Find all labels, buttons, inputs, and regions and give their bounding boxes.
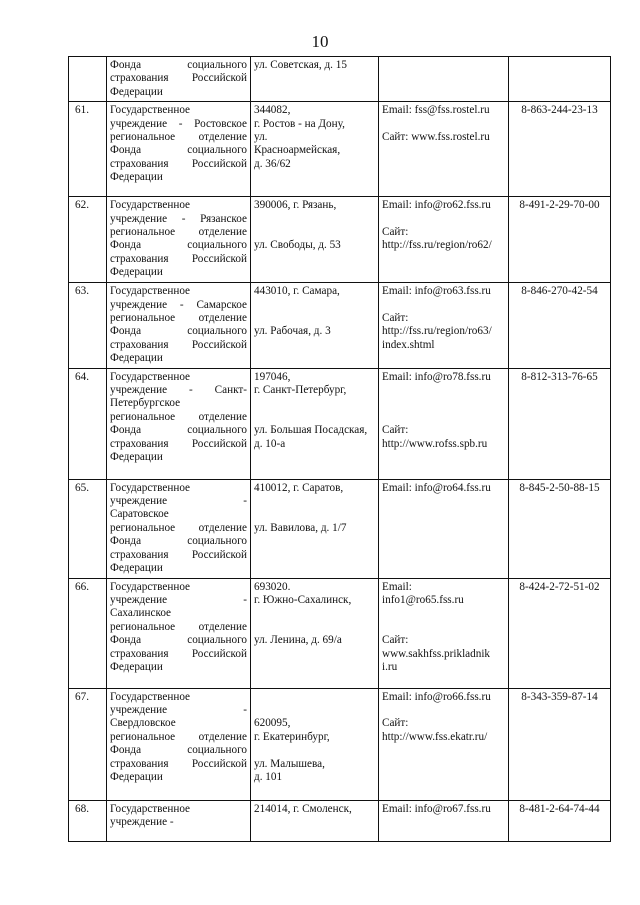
organization-line: Федерации (110, 770, 163, 783)
address-line (254, 495, 375, 508)
organization-line: Фонда социального (110, 144, 247, 157)
address-line: Красноармейская, (254, 144, 341, 157)
row-number: 61. (69, 102, 107, 197)
organization-line: Федерации (110, 171, 163, 184)
organization-line: учреждение - Самарское (110, 298, 247, 311)
phone-cell: 8-481-2-64-74-44 (509, 800, 611, 841)
address-line (254, 704, 375, 717)
contact-cell (379, 688, 509, 800)
address-cell (251, 578, 379, 688)
organization-line: Сахалинское (110, 607, 172, 620)
organization-line: Фонда социального (110, 634, 247, 647)
address-line: 620095, (254, 717, 291, 730)
address-cell (251, 479, 379, 578)
address-line: ул. Свободы, д. 53 (254, 239, 341, 252)
table-row (69, 102, 611, 197)
contact-line: Email: (382, 580, 412, 593)
address-line: 344082, (254, 104, 291, 117)
contact-line: Email: info@ro62.fss.ru (382, 199, 491, 212)
address-line: г. Ростов - на Дону, (254, 117, 345, 130)
organization-line: Фонда социального (110, 325, 247, 338)
organization-line: страхования Российской (110, 157, 247, 170)
organization-cell (107, 197, 251, 283)
organization-line: Петербургское (110, 397, 181, 410)
contact-cell (379, 479, 509, 578)
address-line (254, 299, 375, 312)
organization-cell (107, 479, 251, 578)
table-row (69, 479, 611, 578)
contact-line: http://www.fss.ekatr.ru/ (382, 730, 488, 743)
address-line: 693020. (254, 580, 291, 593)
contact-line: Сайт: (382, 424, 409, 437)
address-line: д. 101 (254, 770, 283, 783)
phone-cell (509, 57, 611, 102)
organization-line: Федерации (110, 266, 163, 279)
contact-line: www.sakhfss.prikladnik (382, 647, 491, 660)
organization-line: страхования Российской (110, 548, 247, 561)
contact-line: Email: info@ro66.fss.ru (382, 690, 491, 703)
row-number: 65. (69, 479, 107, 578)
address-line (254, 213, 375, 226)
address-line: д. 10-а (254, 437, 286, 450)
row-number: 62. (69, 197, 107, 283)
organization-line: региональное отделение (110, 521, 247, 534)
contact-line: http://fss.ru/region/ro62/ (382, 239, 492, 252)
organization-cell (107, 368, 251, 479)
address-line: ул. Вавилова, д. 1/7 (254, 521, 347, 534)
row-number: 63. (69, 283, 107, 368)
organization-cell (107, 102, 251, 197)
table-row (69, 283, 611, 368)
address-line (254, 691, 375, 704)
organization-cell (107, 283, 251, 368)
phone-cell: 8-846-270-42-54 (509, 283, 611, 368)
organization-line: Фонда социального (110, 744, 247, 757)
contact-line (382, 118, 505, 131)
phone-cell: 8-812-313-76-65 (509, 368, 611, 479)
organization-line: Фонда социального (110, 59, 247, 71)
address-cell (251, 102, 379, 197)
contact-cell (379, 578, 509, 688)
contact-line: Сайт: (382, 634, 409, 647)
table-row (69, 57, 611, 102)
organization-line: страхования Российской (110, 757, 247, 770)
row-number: 68. (69, 800, 107, 841)
contact-cell (379, 368, 509, 479)
contact-line (382, 704, 505, 717)
organization-line: Федерации (110, 660, 163, 673)
organization-line: региональное отделение (110, 226, 247, 239)
address-line (254, 226, 375, 239)
organization-line: страхования Российской (110, 252, 247, 265)
organization-line: Государственное (110, 690, 191, 703)
address-line: ул. (254, 131, 268, 144)
organization-cell (107, 578, 251, 688)
contact-cell (379, 197, 509, 283)
contact-line: Email: info@ro64.fss.ru (382, 481, 491, 494)
contact-line: Сайт: (382, 717, 409, 730)
address-cell (251, 283, 379, 368)
address-line (254, 397, 375, 410)
organization-line: Федерации (110, 562, 163, 575)
address-cell (251, 197, 379, 283)
organization-line: учреждение - Рязанское (110, 212, 247, 225)
organization-line: Федерации (110, 451, 163, 464)
organization-line: региональное отделение (110, 620, 247, 633)
organization-line: учреждение - (110, 495, 247, 508)
address-cell (251, 57, 379, 102)
address-line: ул. Советская, д. 15 (254, 59, 347, 71)
address-line: ул. Большая Посадская, (254, 424, 368, 437)
contact-cell (379, 102, 509, 197)
address-line: ул. Ленина, д. 69/а (254, 634, 342, 647)
contact-line (382, 607, 505, 620)
organization-line: региональное отделение (110, 410, 247, 423)
contact-line: i.ru (382, 660, 398, 673)
fss-offices-table (68, 56, 611, 842)
organization-cell (107, 800, 251, 841)
address-line: 390006, г. Рязань, (254, 199, 337, 212)
address-line: г. Екатеринбург, (254, 730, 330, 743)
contact-line (382, 621, 505, 634)
address-line (254, 744, 375, 757)
address-line: 214014, г. Смоленск, (254, 802, 352, 815)
address-line (254, 621, 375, 634)
contact-line (382, 299, 505, 312)
contact-line: http://www.rofss.spb.ru (382, 437, 488, 450)
address-cell (251, 800, 379, 841)
address-line: 197046, (254, 370, 291, 383)
organization-cell (107, 57, 251, 102)
contact-line: Email: fss@fss.rostel.ru (382, 104, 490, 117)
contact-cell (379, 57, 509, 102)
contact-line (382, 384, 505, 397)
organization-line: Государственное (110, 199, 191, 212)
address-line (254, 508, 375, 521)
organization-line: региональное отделение (110, 312, 247, 325)
organization-line: Фонда социального (110, 239, 247, 252)
phone-cell: 8-491-2-29-70-00 (509, 197, 611, 283)
table-row (69, 197, 611, 283)
address-line: д. 36/62 (254, 157, 291, 170)
organization-line: страхования Российской (110, 72, 247, 85)
address-line: 443010, г. Самара, (254, 285, 340, 298)
organization-line: учреждение - Ростовское (110, 117, 247, 130)
contact-line (382, 213, 505, 226)
organization-line: учреждение - Санкт- (110, 384, 247, 397)
contact-cell (379, 800, 509, 841)
contact-line (382, 411, 505, 424)
address-cell (251, 368, 379, 479)
page-number: 10 (311, 32, 329, 51)
address-line: г. Санкт-Петербург, (254, 384, 347, 397)
organization-line: Государственное (110, 580, 191, 593)
phone-cell: 8-343-359-87-14 (509, 688, 611, 800)
contact-line: index.shtml (382, 338, 435, 351)
table-row (69, 800, 611, 841)
contact-line (382, 397, 505, 410)
row-number (69, 57, 107, 102)
contact-line: Email: info@ro63.fss.ru (382, 285, 491, 298)
organization-line: страхования Российской (110, 338, 247, 351)
organization-line: учреждение - (110, 815, 174, 828)
contact-cell (379, 283, 509, 368)
table-row (69, 578, 611, 688)
contact-line: http://fss.ru/region/ro63/ (382, 325, 492, 338)
row-number: 67. (69, 688, 107, 800)
contact-line: info1@ro65.fss.ru (382, 593, 464, 606)
organization-line: Свердловское (110, 717, 176, 730)
organization-line: учреждение - (110, 593, 247, 606)
organization-line: Федерации (110, 352, 163, 365)
organization-line: региональное отделение (110, 730, 247, 743)
organization-line: Федерации (110, 85, 163, 98)
organization-line: Фонда социального (110, 535, 247, 548)
organization-line: Фонда социального (110, 424, 247, 437)
address-line: ул. Малышева, (254, 757, 325, 770)
phone-cell: 8-424-2-72-51-02 (509, 578, 611, 688)
address-line (254, 411, 375, 424)
organization-line: учреждение - (110, 703, 247, 716)
table-row (69, 368, 611, 479)
table-row (69, 688, 611, 800)
address-line (254, 312, 375, 325)
address-cell (251, 688, 379, 800)
contact-line: Email: info@ro78.fss.ru (382, 370, 491, 383)
contact-line: Сайт: www.fss.rostel.ru (382, 131, 490, 144)
contact-line: Сайт: (382, 226, 409, 239)
organization-line: Государственное (110, 285, 191, 298)
phone-cell: 8-863-244-23-13 (509, 102, 611, 197)
organization-line: страхования Российской (110, 647, 247, 660)
address-line (254, 607, 375, 620)
organization-line: Государственное (110, 104, 191, 117)
address-line: г. Южно-Сахалинск, (254, 593, 352, 606)
organization-cell (107, 688, 251, 800)
organization-line: Государственное (110, 370, 191, 383)
organization-line: Государственное (110, 481, 191, 494)
organization-line: региональное отделение (110, 131, 247, 144)
address-line: 410012, г. Саратов, (254, 481, 344, 494)
organization-line: Саратовское (110, 508, 169, 521)
organization-line: страхования Российской (110, 437, 247, 450)
phone-cell: 8-845-2-50-88-15 (509, 479, 611, 578)
address-line: ул. Рабочая, д. 3 (254, 325, 331, 338)
contact-line: Сайт: (382, 312, 409, 325)
row-number: 64. (69, 368, 107, 479)
organization-line: Государственное (110, 802, 191, 815)
row-number: 66. (69, 578, 107, 688)
contact-line: Email: info@ro67.fss.ru (382, 802, 491, 815)
